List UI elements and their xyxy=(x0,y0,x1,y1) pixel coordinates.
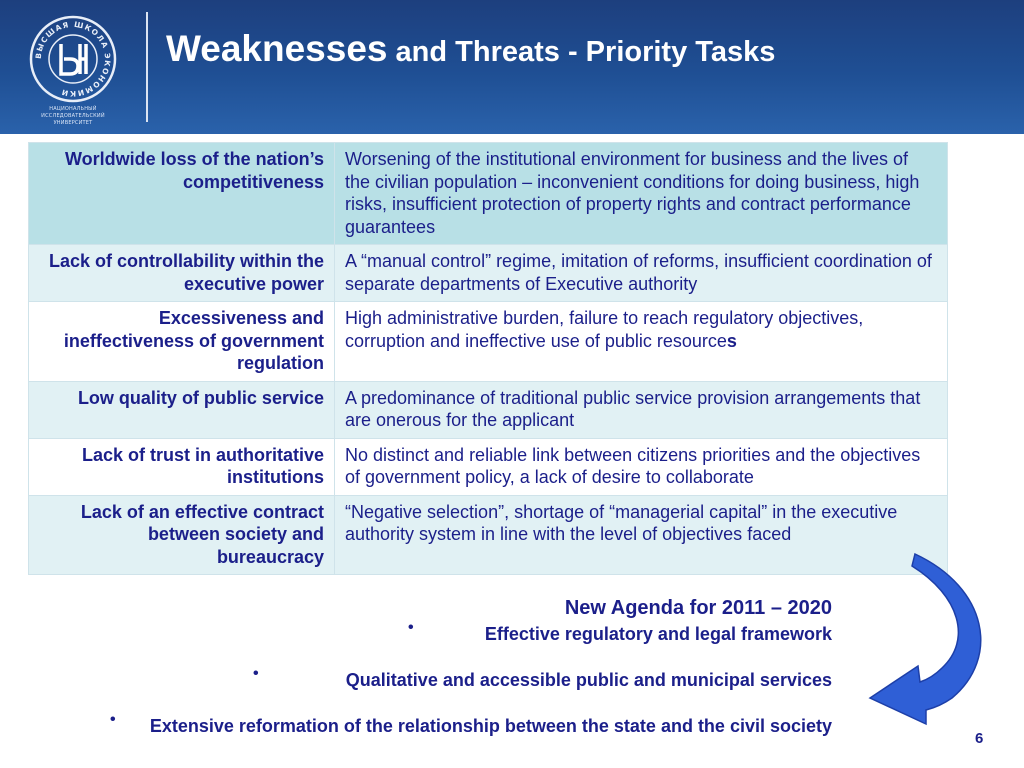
description-cell: No distinct and reliable link between citizens priorities and the objectives of government policy, a lack of desire to collaborate xyxy=(335,438,948,495)
slide-title-main: Weaknesses xyxy=(166,28,388,69)
table-row xyxy=(29,381,948,438)
description-cell: Worsening of the institutional environment for business and the lives of the civilian population – inconvenient conditions for doing business, high risks, insufficient protection of property rights and contract performance guarantees xyxy=(335,143,948,245)
weakness-cell: Low quality of public service xyxy=(29,381,335,438)
agenda-title: New Agenda for 2011 – 2020 xyxy=(564,597,832,619)
slide-title-rest: and Threats - Priority Tasks xyxy=(387,36,776,68)
weakness-cell: Lack of trust in authoritative institutions xyxy=(29,438,335,495)
weakness-cell: Lack of an effective contract between society and bureaucracy xyxy=(29,495,335,575)
description-cell: A predominance of traditional public service provision arrangements that are onerous for the applicant xyxy=(335,381,948,438)
header-divider xyxy=(146,12,148,122)
agenda-item: • Effective regulatory and legal framework xyxy=(408,619,832,644)
page-number: 6 xyxy=(975,730,984,747)
table-row xyxy=(29,438,948,495)
weakness-cell: Worldwide loss of the nation’s competitiveness xyxy=(29,143,335,245)
slide-header xyxy=(0,0,1024,134)
bullet-icon: • xyxy=(408,619,414,636)
curved-arrow-icon xyxy=(860,548,1000,738)
weakness-cell: Excessiveness and ineffectiveness of government regulation xyxy=(29,302,335,382)
svg-text:ВЫСШАЯ ШКОЛА ЭКОНОМИКИ: ВЫСШАЯ ШКОЛА ЭКОНОМИКИ xyxy=(33,19,113,99)
weaknesses-table xyxy=(28,142,948,575)
agenda-block xyxy=(100,596,832,737)
table-row xyxy=(29,245,948,302)
university-logo xyxy=(18,14,128,129)
agenda-item: • Qualitative and accessible public and municipal services xyxy=(253,665,832,690)
description-cell: A “manual control” regime, imitation of reforms, insufficient coordination of separate departments of Executive authority xyxy=(335,245,948,302)
agenda-item: • Extensive reformation of the relationship between the state and the civil society xyxy=(110,711,832,736)
bullet-icon: • xyxy=(253,665,259,682)
hse-emblem-icon xyxy=(28,14,118,104)
bullet-icon: • xyxy=(110,711,116,728)
description-cell: High administrative burden, failure to reach regulatory objectives, corruption and ineffective use of public resources xyxy=(335,302,948,382)
table-row xyxy=(29,143,948,245)
weakness-cell: Lack of controllability within the executive power xyxy=(29,245,335,302)
description-cell: “Negative selection”, shortage of “managerial capital” in the executive authority system in line with the level of objectives faced xyxy=(335,495,948,575)
table-row xyxy=(29,302,948,382)
table-row xyxy=(29,495,948,575)
logo-caption: НАЦИОНАЛЬНЫЙ ИССЛЕДОВАТЕЛЬСКИЙ УНИВЕРСИТЕТ xyxy=(41,106,105,126)
slide-title xyxy=(166,28,775,70)
